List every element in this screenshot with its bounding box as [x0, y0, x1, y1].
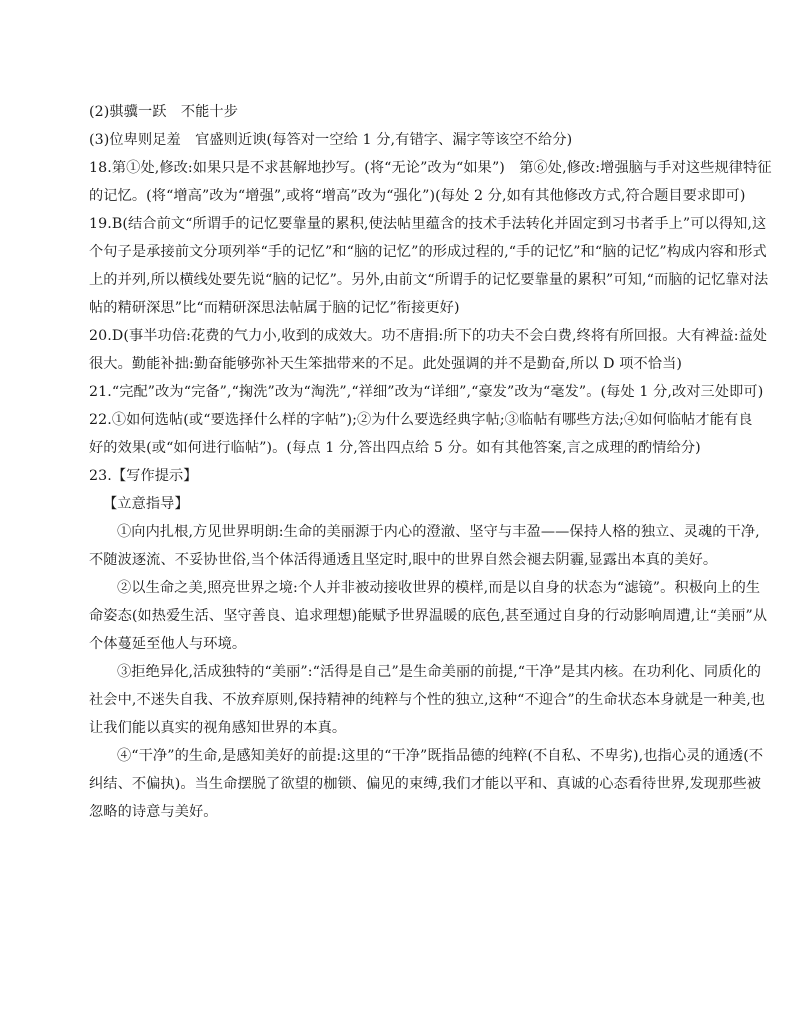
point-3-line-1: ③拒绝异化,活成独特的“美丽”:“活得是自己”是生命美丽的前提,“干净”是其内核。在功利化、同质化的 — [117, 664, 762, 680]
answer-22-line-2: 好的效果(或“如何进行临帖”)。(每点 1 分,答出四点给 5 分。如有其他答案,言之成理的酌情给分) — [89, 440, 701, 456]
point-4-line-3: 忽略的诗意与美好。 — [89, 804, 218, 820]
answer-19-line-2: 个句子是承接前文分项列举“手的记忆”和“脑的记忆”的形成过程的,“手的记忆”和“脑的记忆”构成内容和形式 — [89, 244, 767, 260]
answer-20-line-1: 20.D(事半功倍:花费的气力小,收到的成效大。功不唐捐:所下的功夫不会白费,终将有所回报。大有裨益:益处 — [89, 328, 768, 344]
point-1-line-2: 不随波逐流、不妥协世俗,当个体活得通透且坚定时,眼中的世界自然会褪去阴霾,显露出本真的美好。 — [89, 552, 718, 568]
point-2-line-2: 命姿态(如热爱生活、坚守善良、追求理想)能赋予世界温暖的底色,甚至通过自身的行动影响周遭,让“美丽”从 — [89, 608, 768, 624]
point-2-line-3: 个体蔓延至他人与环境。 — [89, 636, 247, 652]
answer-17-line-3: (3)位卑则足羞 官盛则近谀(每答对一空给 1 分,有错字、漏字等该空不给分) — [89, 132, 573, 148]
answer-21-line-1: 21.“完配”改为“完备”,“掬洗”改为“淘洗”,“祥细”改为“详细”,“豪发”改为“毫发”。(每处 1 分,改对三处即可) — [89, 384, 764, 400]
section-heading-lizhi: 【立意指导】 — [103, 496, 189, 512]
point-3-line-2: 社会中,不迷失自我、不放弃原则,保持精神的纯粹与个性的独立,这种“不迎合”的生命状态本身就是一种美,也 — [89, 692, 766, 708]
answer-20-line-2: 很大。勤能补拙:勤奋能够弥补天生笨拙带来的不足。此处强调的并不是勤奋,所以 D 项不恰当) — [89, 356, 683, 372]
point-1-line-1: ①向内扎根,方见世界明朗:生命的美丽源于内心的澄澈、坚守与丰盈——保持人格的独立、灵魂的干净, — [117, 524, 760, 540]
point-3-line-3: 让我们能以真实的视角感知世界的本真。 — [89, 720, 347, 736]
answer-22-line-1: 22.①如何选帖(或“要选择什么样的字帖”);②为什么要选经典字帖;③临帖有哪些方法;④如何临帖才能有良 — [89, 412, 753, 428]
answer-19-line-1: 19.B(结合前文“所谓手的记忆要靠量的累积,使法帖里蕴含的技术手法转化并固定到习书者手上”可以得知,这 — [89, 216, 767, 232]
answer-document — [89, 98, 772, 826]
point-2-line-1: ②以生命之美,照亮世界之境:个人并非被动接收世界的模样,而是以自身的状态为“滤镜”。积极向上的生 — [117, 580, 761, 596]
answer-18-line-2: 的记忆。(将“增高”改为“增强”,或将“增高”改为“强化”)(每处 2 分,如有其他修改方式,符合题目要求即可) — [89, 188, 746, 204]
answer-23-heading: 23.【写作提示】 — [89, 468, 198, 484]
point-4-line-2: 纠结、不偏执)。当生命摆脱了欲望的枷锁、偏见的束缚,我们才能以平和、真诚的心态看待世界,发现那些被 — [89, 776, 762, 792]
point-4-line-1: ④“干净”的生命,是感知美好的前提:这里的“干净”既指品德的纯粹(不自私、不卑劣),也指心灵的通透(不 — [117, 748, 764, 764]
answer-17-line-2: (2)骐骥一跃 不能十步 — [89, 104, 238, 120]
answer-18-line-1: 18.第①处,修改:如果只是不求甚解地抄写。(将“无论”改为“如果”) 第⑥处,修改:增强脑与手对这些规律特征 — [89, 160, 772, 176]
answer-19-line-3: 上的并列,所以横线处要先说“脑的记忆”。另外,由前文“所谓手的记忆要靠量的累积”可知,“而脑的记忆靠对法 — [89, 272, 769, 288]
answer-19-line-4: 帖的精研深思”比“而精研深思法帖属于脑的记忆”衔接更好) — [89, 300, 460, 316]
